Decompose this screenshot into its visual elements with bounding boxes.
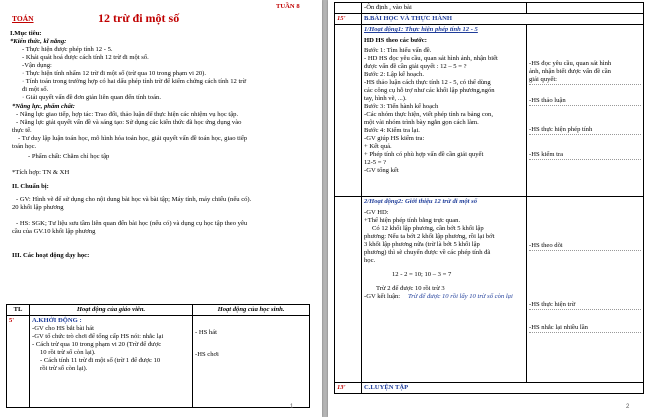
activity1-line: Bước 2: Lập kế hoạch. [364, 71, 424, 78]
text-line: cầu của GV.10 khối lập phương [12, 228, 96, 235]
student-line: -HS nhắc lại nhiều lần [529, 324, 641, 333]
activity2-lines [364, 209, 524, 301]
activity2-teacher-cell [362, 197, 527, 383]
text-line: *Năng lực, phẩm chất: [12, 103, 75, 110]
activity1-line: -GV giúp HS kiểm tra: [364, 135, 425, 142]
teacher-line: - Cách trừ qua 10 trong phạm vi 20 (Trừ để được [32, 341, 162, 348]
page-number: 1 [290, 404, 294, 410]
text-line: · Giải quyết vấn đề đơn giản liên quan đến tính toán. [22, 94, 161, 101]
student-line: -HS thực hiện phép tính [529, 126, 641, 135]
activity2-line: học. [364, 257, 376, 264]
activity1-line: tay, hình vẽ, ...). [364, 95, 407, 102]
col-teacher-header: Hoạt động của giáo viên. [30, 305, 193, 316]
conclusion-text: Trừ để được 10 rồi lấy 10 trừ số còn lại [408, 293, 513, 300]
time-cell: 15' [335, 14, 362, 25]
student-line: - HS hát [195, 329, 217, 336]
teacher-line: rồi trừ số còn lại). [40, 365, 88, 372]
activity1-line: -HS thảo luận cách thực tính 12 - 5, có thể dùng [364, 79, 491, 86]
text-line: · Thực hiện tính nhẩm 12 trừ đi một số (trừ qua 10 trong phạm vi 20). [22, 70, 207, 77]
activity2-line: phương: Nếu ta bớt 2 khối lập phương, rồi lại bớt [364, 233, 495, 240]
student-cell [193, 316, 310, 408]
text-line: - GV: Hình vẽ để sử dụng cho nội dung bài học và bài tập; Máy tính, máy chiếu (nếu có). [16, 196, 252, 203]
activity2-line: 3 khối lập phương nữa (trừ là bớt 5 khối lập [364, 241, 480, 248]
section-title: A.KHỞI ĐỘNG : [32, 317, 82, 324]
activity1-line: Bước 4: Kiểm tra lại. [364, 127, 420, 134]
activity1-line: được vấn đề cần giải quyết : 12 – 5 = ? [364, 63, 467, 70]
student-line: -HS theo dõi [529, 242, 641, 251]
page-number: 2 [626, 404, 630, 410]
activity1-line: -Các nhóm thực hiện, viết phép tính ra bảng con, [364, 111, 494, 118]
activity1-line: Bước 1: Tìm hiểu vấn đề. [364, 47, 432, 54]
activity1-line: HD HS theo các bước: [364, 37, 427, 44]
student-line: ảnh, nhận biết được vấn đề cần [529, 68, 611, 75]
text-line: -Vận dụng: [22, 62, 52, 69]
text-line: III. Các hoạt động dạy học: [12, 252, 90, 259]
section-title: B.BÀI HỌC VÀ THỰC HÀNH [362, 14, 644, 25]
text-line: - Thực hiện được phép tính 12 - 5. [22, 46, 113, 53]
activity2-line: phương) thì sẽ chuyển được về các phép tính đã [364, 249, 491, 256]
text-line: *Tích hợp: TN & XH [12, 169, 70, 176]
col-student-header: Hoạt động của học sinh. [193, 305, 310, 316]
student-line: -HS đọc yêu cầu, quan sát hình [529, 60, 612, 67]
teacher-line: -GV cho HS bắt bài hát [32, 325, 94, 332]
teacher-lines [32, 325, 190, 373]
text-line: toán học. [12, 143, 37, 150]
activity2-title: 2/Hoạt động2: Giới thiệu 12 trừ đi một số [364, 198, 478, 205]
student-line: -HS kiểm tra [529, 151, 641, 160]
activity2-student-cell [527, 197, 644, 383]
text-line: - Phẩm chất: Chăm chỉ học tập [28, 153, 110, 160]
lesson-title: 12 trừ đi một số [98, 11, 180, 25]
text-line: thực tế. [12, 127, 32, 134]
week-label: TUẦN 8 [276, 3, 300, 10]
text-line: - Tư duy lập luận toán học, mô hình hóa toán học, giải quyết vấn đề toán học, giao tiếp [18, 135, 248, 142]
activity1-line: các công cụ hỗ trợ như các khối lập phương,ngón [364, 87, 495, 94]
activity2-line: Trừ 2 để được 10 rồi trừ 3 [376, 285, 445, 292]
text-line: 20 khối lập phương [12, 204, 64, 211]
document-page-2 [328, 0, 650, 417]
activity2-line: -GV HD: [364, 209, 389, 216]
teacher-line: -GV tổ chức trò chơi để tổng cấp HS nói: nhắc lại [32, 333, 164, 340]
activity-table-page-2 [334, 2, 644, 394]
teacher-line: - Cách tính 11 trừ đi một số (trừ 1 để được 10 [40, 357, 161, 364]
activity1-line: 12-5 = ? [364, 159, 387, 166]
activity1-teacher-cell [362, 25, 527, 197]
text-line: · Tính toán trong trường hợp có hai dấu phép tính trừ để kiểm chứng cách tính 12 trừ [22, 78, 247, 85]
activity2-line: +Thể hiện phép tính bằng trực quan. [364, 217, 461, 224]
activity1-line: + Kết quả. [364, 143, 392, 150]
activity1-line: một vài nhóm trình bày ngắn gọn cách làm. [364, 119, 479, 126]
activity2-line: Có 12 khối lập phương, cần bớt 5 khối lập [372, 225, 484, 232]
text-line: - Khái quát hoá được cách tính 12 trừ đi một số. [22, 54, 149, 61]
document-page-1 [0, 0, 322, 417]
text-line: II. Chuẩn bị: [12, 183, 49, 190]
subject-label: TOÁN [12, 14, 34, 23]
activity1-student-cell [527, 25, 644, 197]
activity2-line: 12 - 2 = 10; 10 – 3 = 7 [392, 271, 452, 278]
time-cell: 13' [335, 383, 362, 394]
student-line: giải quyết: [529, 76, 641, 85]
activity2-line: -GV kết luận: [364, 293, 401, 300]
teacher-line: 10 rồi trừ số còn lại). [40, 349, 96, 356]
time-cell: 5' [7, 316, 30, 408]
text-line: - Năng lực giao tiếp, hợp tác: Trao đổi, thảo luận để thực hiện các nhiệm vụ học tập. [16, 111, 239, 118]
activity1-line: -GV tổng kết [364, 167, 399, 174]
teacher-cell [30, 316, 193, 408]
activity-table-page-1 [6, 304, 310, 408]
text-line: I.Mục tiêu: [10, 30, 42, 37]
col-time-header: TL [7, 305, 30, 316]
text-line: đi một số. [22, 86, 49, 93]
text-line: - Năng lực giải quyết vấn đề và sáng tạo: Sử dụng các kiến thức đã học ứng dụng vào [16, 119, 242, 126]
text-line: - HS: SGK; Tư liệu sưu tầm liên quan đến bài học (nếu có) và dụng cụ học tập theo yêu [16, 220, 248, 227]
top-line: -Ôn định , vào bài [362, 3, 527, 14]
activity1-line: Bước 3: Tiến hành kế hoạch [364, 103, 439, 110]
section-title: C.LUYỆN TẬP [362, 383, 644, 394]
student-line: -HS thảo luận [529, 97, 641, 106]
student-line: -HS chơi [195, 351, 219, 358]
activity1-line: + Phép tính có phù hợp vấn đề cần giải quyết [364, 151, 484, 158]
text-line: *Kiến thức, kĩ năng: [10, 38, 67, 45]
student-line: -HS thực hiện trừ [529, 301, 641, 310]
activity1-lines [364, 37, 524, 175]
activity1-title: 1/Hoạt động1: Thực hiện phép tính 12 - 5 [364, 26, 478, 33]
activity1-line: - HD HS đọc yêu cầu, quan sát hình ảnh, nhận biết [364, 55, 498, 62]
